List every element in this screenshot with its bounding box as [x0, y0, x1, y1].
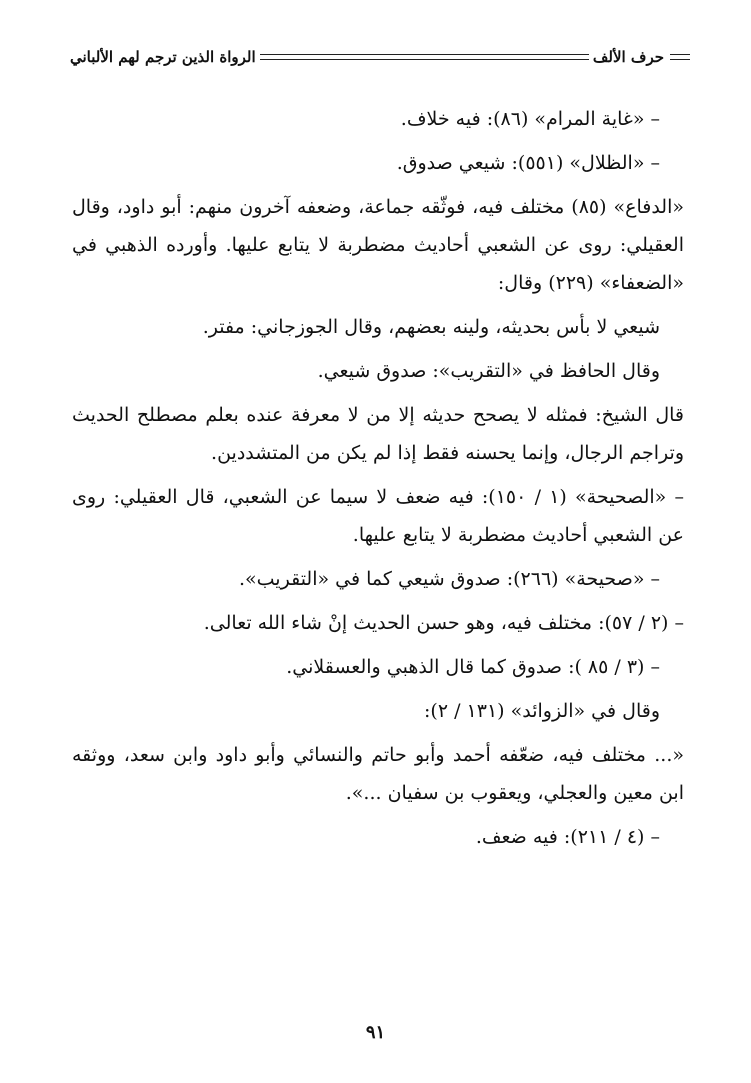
paragraph: – «الظلال» (٥٥١): شيعي صدوق. — [396, 152, 660, 174]
header-chapter: حرف الألف — [592, 47, 664, 66]
paragraph: – «صحيحة» (٢٦٦): صدوق شيعي كما في «التقريب». — [238, 568, 660, 590]
page-body — [72, 100, 684, 862]
paragraph: – (٤ / ٢١١): فيه ضعف. — [475, 826, 660, 848]
paragraph: – (٣ / ٨٥ ): صدوق كما قال الذهبي والعسقلاني. — [286, 656, 660, 678]
paragraph: – «الصحيحة» (١ / ١٥٠): فيه ضعف لا سيما عن الشعبي، قال العقيلي: روى عن الشعبي أحاديث مضطربة لا يتابع عليها. — [72, 486, 685, 546]
page-number: ٩١ — [365, 1022, 386, 1043]
paragraph: قال الشيخ: فمثله لا يصحح حديثه إلا من لا معرفة عنده بعلم مصطلح الحديث وتراجم الرجال، وإنما يحسنه فقط إذا لم يكن من المتشددين. — [72, 404, 684, 464]
paragraph: – (٢ / ٥٧): مختلف فيه، وهو حسن الحديث إنْ شاء الله تعالى. — [203, 612, 684, 634]
paragraph: وقال في «الزوائد» (١٣١ / ٢): — [424, 700, 660, 722]
paragraph: – «غاية المرام» (٨٦): فيه خلاف. — [400, 108, 660, 130]
quote-paragraph: «... مختلف فيه، ضعّفه أحمد وأبو حاتم والنسائي وأبو داود وابن سعد، ووثقه ابن معين والعجلي، ويعقوب بن سفيان ...». — [72, 744, 684, 804]
paragraph: «الدفاع» (٨٥) مختلف فيه، فوثّقه جماعة، وضعفه آخرون منهم: أبو داود، وقال العقيلي: روى عن الشعبي أحاديث مضطربة لا يتابع عليها. وأورده الذهبي في «الضعفاء» (٢٢٩) وقال: — [72, 196, 685, 294]
header-rule-middle — [260, 54, 589, 60]
quote-paragraph: شيعي لا بأس بحديثه، ولينه بعضهم، وقال الجوزجاني: مفتر. — [202, 316, 660, 338]
paragraph: وقال الحافظ في «التقريب»: صدوق شيعي. — [317, 360, 660, 382]
header-book-title: الرواة الذين ترجم لهم الألباني — [70, 47, 256, 66]
header-rule-right — [670, 54, 690, 60]
running-header — [70, 44, 690, 70]
